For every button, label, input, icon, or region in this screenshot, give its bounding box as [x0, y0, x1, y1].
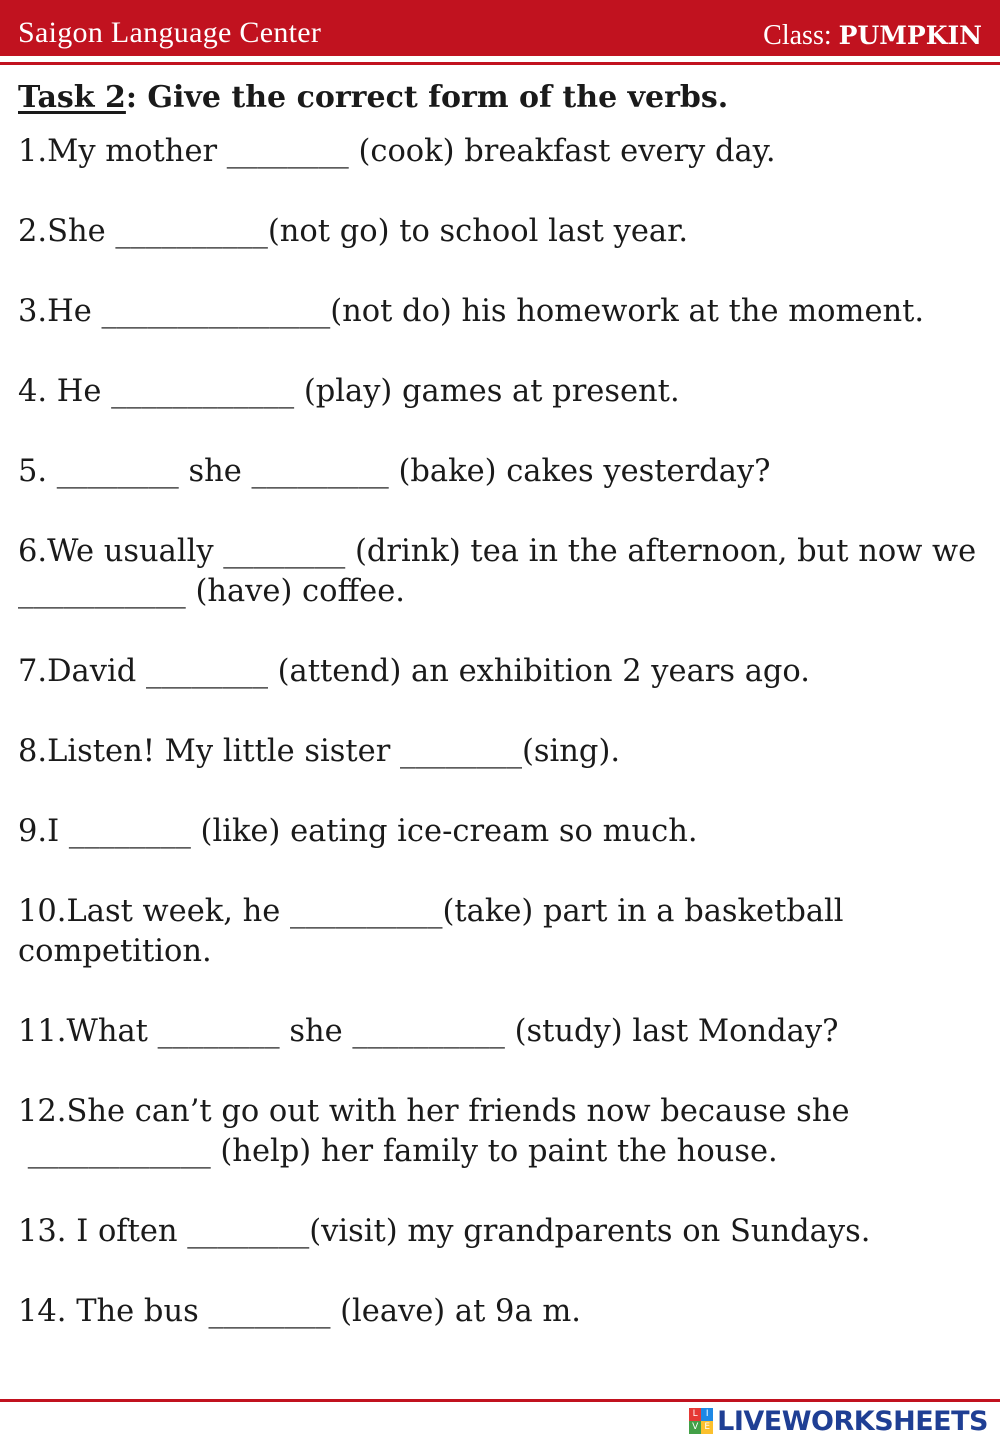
exercise-item-12[interactable]: 12.She can’t go out with her friends now because she ____________ (help) her family to paint the house.: [18, 1094, 850, 1169]
task-instruction: : Give the correct form of the verbs.: [125, 80, 729, 115]
header-divider: [0, 62, 1000, 65]
exercise-item-14[interactable]: 14. The bus ________ (leave) at 9a m.: [18, 1294, 581, 1329]
header-bar: [0, 0, 1000, 56]
class-label-prefix: Class:: [763, 20, 839, 51]
exercise-item-5[interactable]: 5. ________ she _________ (bake) cakes yesterday?: [18, 454, 771, 489]
task-number: Task 2: [18, 80, 126, 115]
logo-mark-letter: L: [689, 1408, 701, 1421]
logo-mark-letter: I: [701, 1408, 713, 1421]
class-value: PUMPKIN: [838, 21, 982, 50]
exercise-item-6[interactable]: 6.We usually ________ (drink) tea in the afternoon, but now we ___________ (have) coffee.: [18, 534, 986, 609]
footer-divider: [0, 1399, 1000, 1402]
exercise-item-3[interactable]: 3.He _______________(not do) his homework at the moment.: [18, 294, 925, 329]
exercise-item-11[interactable]: 11.What ________ she __________ (study) last Monday?: [18, 1014, 839, 1049]
exercise-item-1[interactable]: 1.My mother ________ (cook) breakfast every day.: [18, 134, 776, 169]
exercise-item-8[interactable]: 8.Listen! My little sister ________(sing).: [18, 734, 621, 769]
exercise-item-13[interactable]: 13. I often ________(visit) my grandparents on Sundays.: [18, 1214, 871, 1249]
liveworksheets-logo[interactable]: [689, 1404, 988, 1438]
logo-mark-letter: V: [689, 1421, 701, 1434]
logo-text: LIVEWORKSHEETS: [717, 1405, 988, 1437]
class-label: [763, 20, 982, 52]
exercise-item-7[interactable]: 7.David ________ (attend) an exhibition 2 years ago.: [18, 654, 810, 689]
exercise-item-9[interactable]: 9.I ________ (like) eating ice-cream so much.: [18, 814, 698, 849]
exercise-list: [18, 132, 988, 1372]
task-heading: [18, 80, 728, 115]
liveworksheets-logo-icon: [689, 1408, 713, 1434]
exercise-item-10[interactable]: 10.Last week, he __________(take) part in a basketball competition.: [18, 894, 854, 969]
exercise-item-2[interactable]: 2.She __________(not go) to school last year.: [18, 214, 689, 249]
school-name: Saigon Language Center: [18, 16, 322, 49]
logo-mark-letter: E: [701, 1421, 713, 1434]
exercise-item-4[interactable]: 4. He ____________ (play) games at present.: [18, 374, 680, 409]
